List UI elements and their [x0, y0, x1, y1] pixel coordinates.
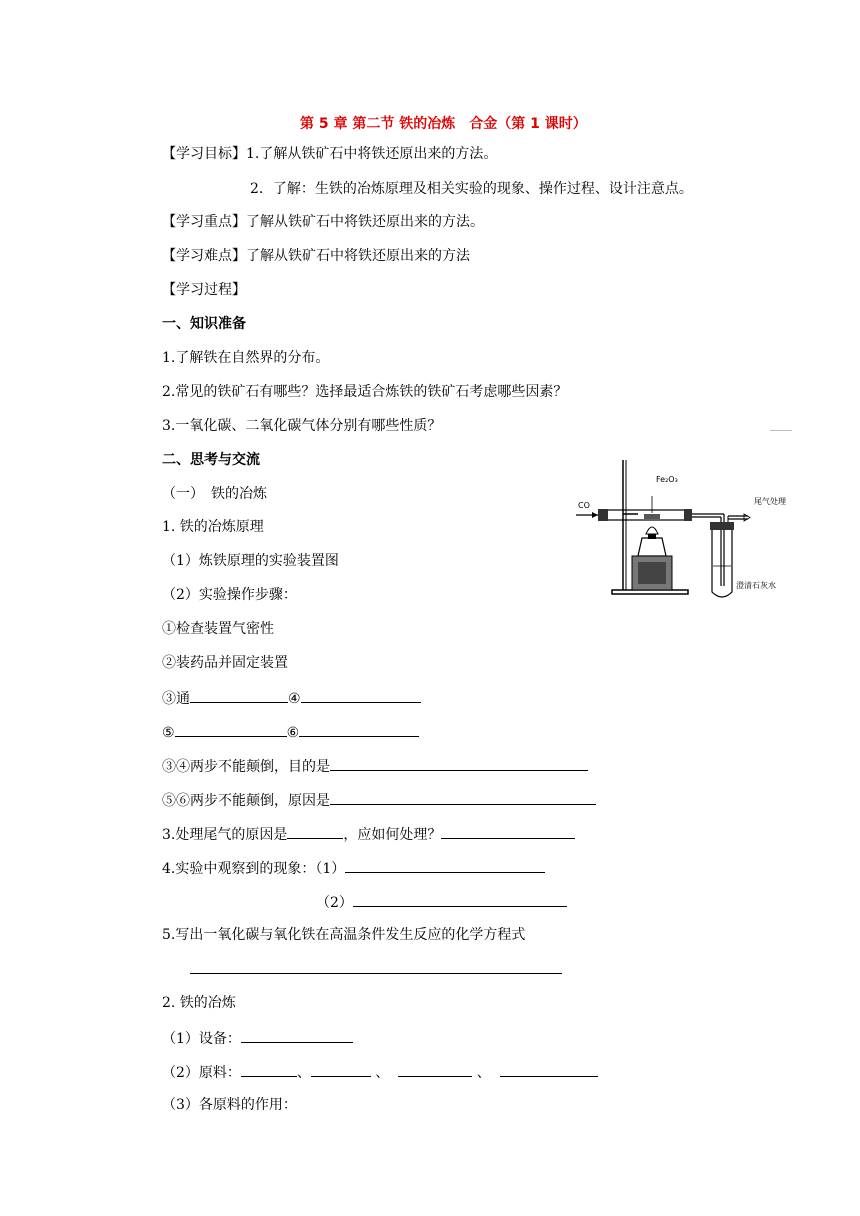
difficulty-label: 【学习难点】 — [162, 248, 246, 264]
equipment — [162, 1028, 353, 1048]
step5-blank[interactable] — [175, 722, 287, 737]
p1a: （1）炼铁原理的实验装置图 — [162, 553, 339, 569]
order34-blank[interactable] — [330, 756, 588, 771]
q3b-text: ，应如何处理？ — [343, 827, 442, 843]
materials-label: （2）原料： — [162, 1065, 241, 1081]
section1-q3: 3.一氧化碳、二氧化碳气体分别有哪些性质？ — [162, 418, 442, 434]
materials-function: （3）各原料的作用： — [162, 1097, 297, 1113]
key-point-text: 了解从铁矿石中将铁还原出来的方法。 — [246, 214, 484, 230]
co-label: CO — [578, 501, 590, 510]
sub1: （一） 铁的冶炼 — [162, 486, 267, 502]
page-title: 第 5 章 第二节 铁的冶炼 合金（第 1 课时） — [300, 116, 587, 132]
order34-text: ③④两步不能颠倒，目的是 — [162, 759, 330, 775]
order-34 — [162, 756, 588, 776]
order-56 — [162, 790, 596, 810]
section1-q2: 2.常见的铁矿石有哪些？选择最适合炼铁的铁矿石考虑哪些因素？ — [162, 384, 568, 400]
process-label: 【学习过程】 — [162, 282, 246, 298]
q4-blank-2[interactable] — [353, 892, 567, 907]
key-point-label: 【学习重点】 — [162, 214, 246, 230]
steps-3-4 — [162, 688, 421, 708]
material-blank-1[interactable] — [241, 1062, 297, 1077]
order56-text: ⑤⑥两步不能颠倒，原因是 — [162, 793, 330, 809]
equipment-label: （1）设备： — [162, 1031, 241, 1047]
tail-gas-question — [162, 824, 575, 844]
difficulty — [162, 247, 470, 265]
sep-2: 、 — [375, 1065, 390, 1081]
q3a-blank[interactable] — [287, 824, 343, 839]
step4-label: ④ — [288, 691, 301, 707]
equation-blank[interactable] — [190, 972, 562, 974]
phenomenon-1 — [162, 858, 545, 878]
apparatus-figure — [576, 456, 792, 604]
step5-label: ⑤ — [162, 725, 175, 741]
step1: ①检查装置气密性 — [162, 621, 274, 637]
p1: 1. 铁的冶炼原理 — [162, 519, 264, 535]
goals-item-1: 1.了解从铁矿石中将铁还原出来的方法。 — [246, 146, 498, 162]
material-blank-4[interactable] — [500, 1062, 598, 1077]
q4-text: 4.实验中观察到的现象：（1） — [162, 861, 346, 877]
material-blank-2[interactable] — [311, 1062, 371, 1077]
sep-1: 、 — [296, 1065, 311, 1081]
fe2o3-label: Fe₂O₃ — [656, 475, 678, 484]
section2-heading: 二、思考与交流 — [162, 452, 260, 468]
step2: ②装药品并固定装置 — [162, 655, 288, 671]
phenomenon-2 — [316, 892, 567, 912]
tail-gas-label: 尾气处理 — [754, 497, 786, 506]
key-point — [162, 213, 484, 231]
q4b-text: （2） — [316, 895, 353, 911]
limewater-label: 澄清石灰水 — [736, 581, 776, 590]
goals-label: 【学习目标】 — [162, 146, 246, 162]
steps-5-6 — [162, 722, 419, 742]
scan-mark — [770, 430, 792, 432]
material-blank-3[interactable] — [398, 1062, 472, 1077]
order56-blank[interactable] — [330, 790, 596, 805]
step6-label: ⑥ — [286, 725, 300, 741]
q3b-blank[interactable] — [441, 824, 575, 839]
step6-blank[interactable] — [299, 722, 419, 737]
difficulty-text: 了解从铁矿石中将铁还原出来的方法 — [246, 248, 470, 264]
goals-line-1 — [162, 145, 497, 163]
step4-blank[interactable] — [301, 688, 421, 703]
q4-blank-1[interactable] — [345, 858, 545, 873]
materials — [162, 1062, 598, 1082]
step3-label: ③通 — [162, 691, 190, 707]
section1-heading: 一、知识准备 — [162, 316, 246, 332]
section1-q1: 1.了解铁在自然界的分布。 — [162, 350, 330, 366]
step3-blank[interactable] — [190, 688, 288, 703]
p1b: （2）实验操作步骤： — [162, 587, 297, 603]
sep-3: 、 — [476, 1065, 491, 1081]
goals-item-2: 2．了解：生铁的冶炼原理及相关实验的现象、操作过程、设计注意点。 — [250, 181, 693, 197]
q3a-text: 3.处理尾气的原因是 — [162, 827, 288, 843]
equipment-blank[interactable] — [241, 1028, 353, 1043]
p2: 2. 铁的冶炼 — [162, 995, 236, 1011]
equation-question: 5.写出一氧化碳与氧化铁在高温条件发生反应的化学方程式 — [162, 927, 526, 943]
apparatus-drawing — [576, 456, 792, 604]
